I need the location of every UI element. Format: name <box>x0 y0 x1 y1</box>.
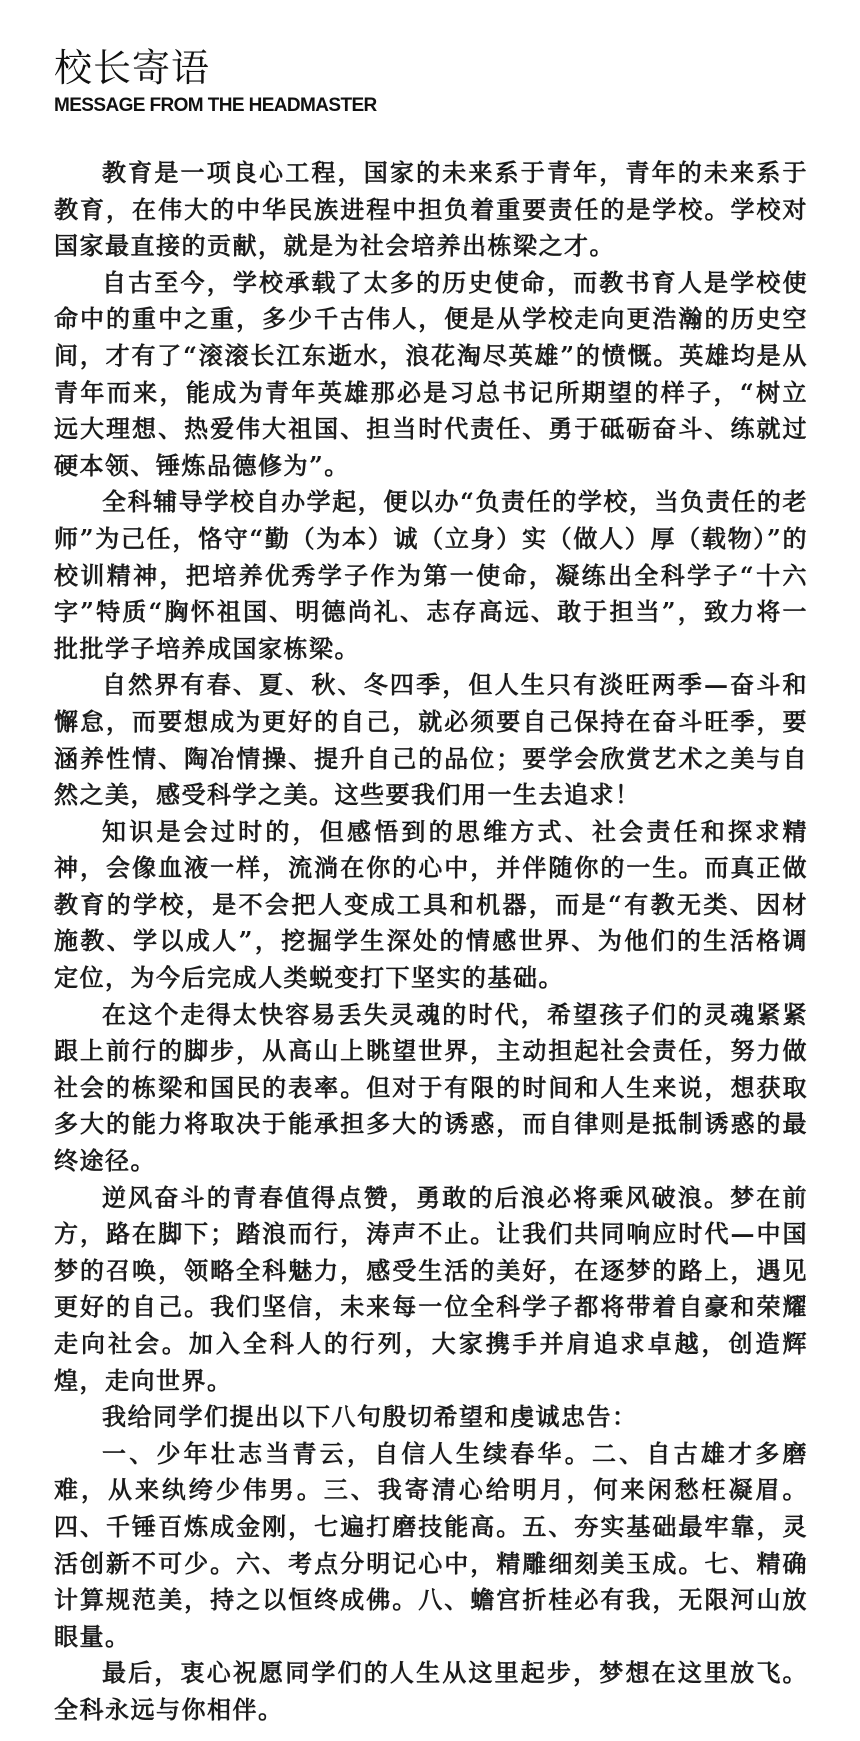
header <box>54 44 377 118</box>
paragraph-8: 我给同学们提出以下八句殷切希望和虔诚忠告： <box>102 1402 638 1432</box>
paragraph-3: 全科辅导学校自办学起，便以办“负责任的学校，当负责任的老师”为己任，恪守“勤（为本）诚（立身）实（做人）厚（载物）”的校训精神，把培养优秀学子作为第一使命，凝练出全科学子“十六字”特质“胸怀祖国、明德尚礼、志存高远、敢于担当”，致力将一批批学子培养成国家栋梁。 <box>54 487 808 663</box>
paragraph-10: 最后，衷心祝愿同学们的人生从这里起步，梦想在这里放飞。全科永远与你相伴。 <box>54 1658 808 1724</box>
paragraph-9: 一、少年壮志当青云，自信人生续春华。二、自古雄才多磨难，从来纨绔少伟男。三、我寄清心给明月，何来闲愁枉凝眉。四、千锤百炼成金刚，七遍打磨技能高。五、夯实基础最牢靠，灵活创新不可少。六、考点分明记心中，精雕细刻美玉成。七、精确计算规范美，持之以恒终成佛。八、蟾宫折桂必有我，无限河山放眼量。 <box>54 1438 808 1651</box>
message-body <box>54 155 808 1729</box>
paragraph-6: 在这个走得太快容易丢失灵魂的时代，希望孩子们的灵魂紧紧跟上前行的脚步，从高山上眺望世界，主动担起社会责任，努力做社会的栋梁和国民的表率。但对于有限的时间和人生来说，想获取多大的能力将取决于能承担多大的诱惑，而自律则是抵制诱惑的最终途径。 <box>54 999 808 1176</box>
paragraph-5: 知识是会过时的，但感悟到的思维方式、社会责任和探求精神，会像血液一样，流淌在你的心中，并伴随你的一生。而真正做教育的学校，是不会把人变成工具和机器，而是“有教无类、因材施教、学以成人”，挖掘学生深处的情感世界、为他们的生活格调定位，为今后完成人类蜕变打下坚实的基础。 <box>54 816 808 993</box>
paragraph-1: 教育是一项良心工程，国家的未来系于青年，青年的未来系于教育，在伟大的中华民族进程中担负着重要责任的是学校。学校对国家最直接的贡献，就是为社会培养出栋梁之才。 <box>54 158 808 261</box>
paragraph-2: 自古至今，学校承载了太多的历史使命，而教书育人是学校使命中的重中之重，多少千古伟人，便是从学校走向更浩瀚的历史空间，才有了“滚滚长江东逝水，浪花淘尽英雄”的愤慨。英雄均是从青年而来，能成为青年英雄那必是习总书记所期望的样子，“树立远大理想、热爱伟大祖国、担当时代责任、勇于砥砺奋斗、练就过硬本领、锤炼品德修为”。 <box>54 267 808 480</box>
paragraph-4: 自然界有春、夏、秋、冬四季，但人生只有淡旺两季—奋斗和懈怠，而要想成为更好的自己，就必须要自己保持在奋斗旺季，要涵养性情、陶冶情操、提升自己的品位；要学会欣赏艺术之美与自然之美，感受科学之美。这些要我们用一生去追求！ <box>54 670 808 810</box>
paragraph-7: 逆风奋斗的青春值得点赞，勇敢的后浪必将乘风破浪。梦在前方，路在脚下；踏浪而行，涛声不止。让我们共同响应时代—中国梦的召唤，领略全科魅力，感受生活的美好，在逐梦的路上，遇见更好的自己。我们坚信，未来每一位全科学子都将带着自豪和荣耀走向社会。加入全科人的行列，大家携手并肩追求卓越，创造辉煌，走向世界。 <box>54 1182 808 1395</box>
page-title: 校长寄语 <box>54 46 211 90</box>
page-subtitle: MESSAGE FROM THE HEADMASTER <box>54 95 377 116</box>
